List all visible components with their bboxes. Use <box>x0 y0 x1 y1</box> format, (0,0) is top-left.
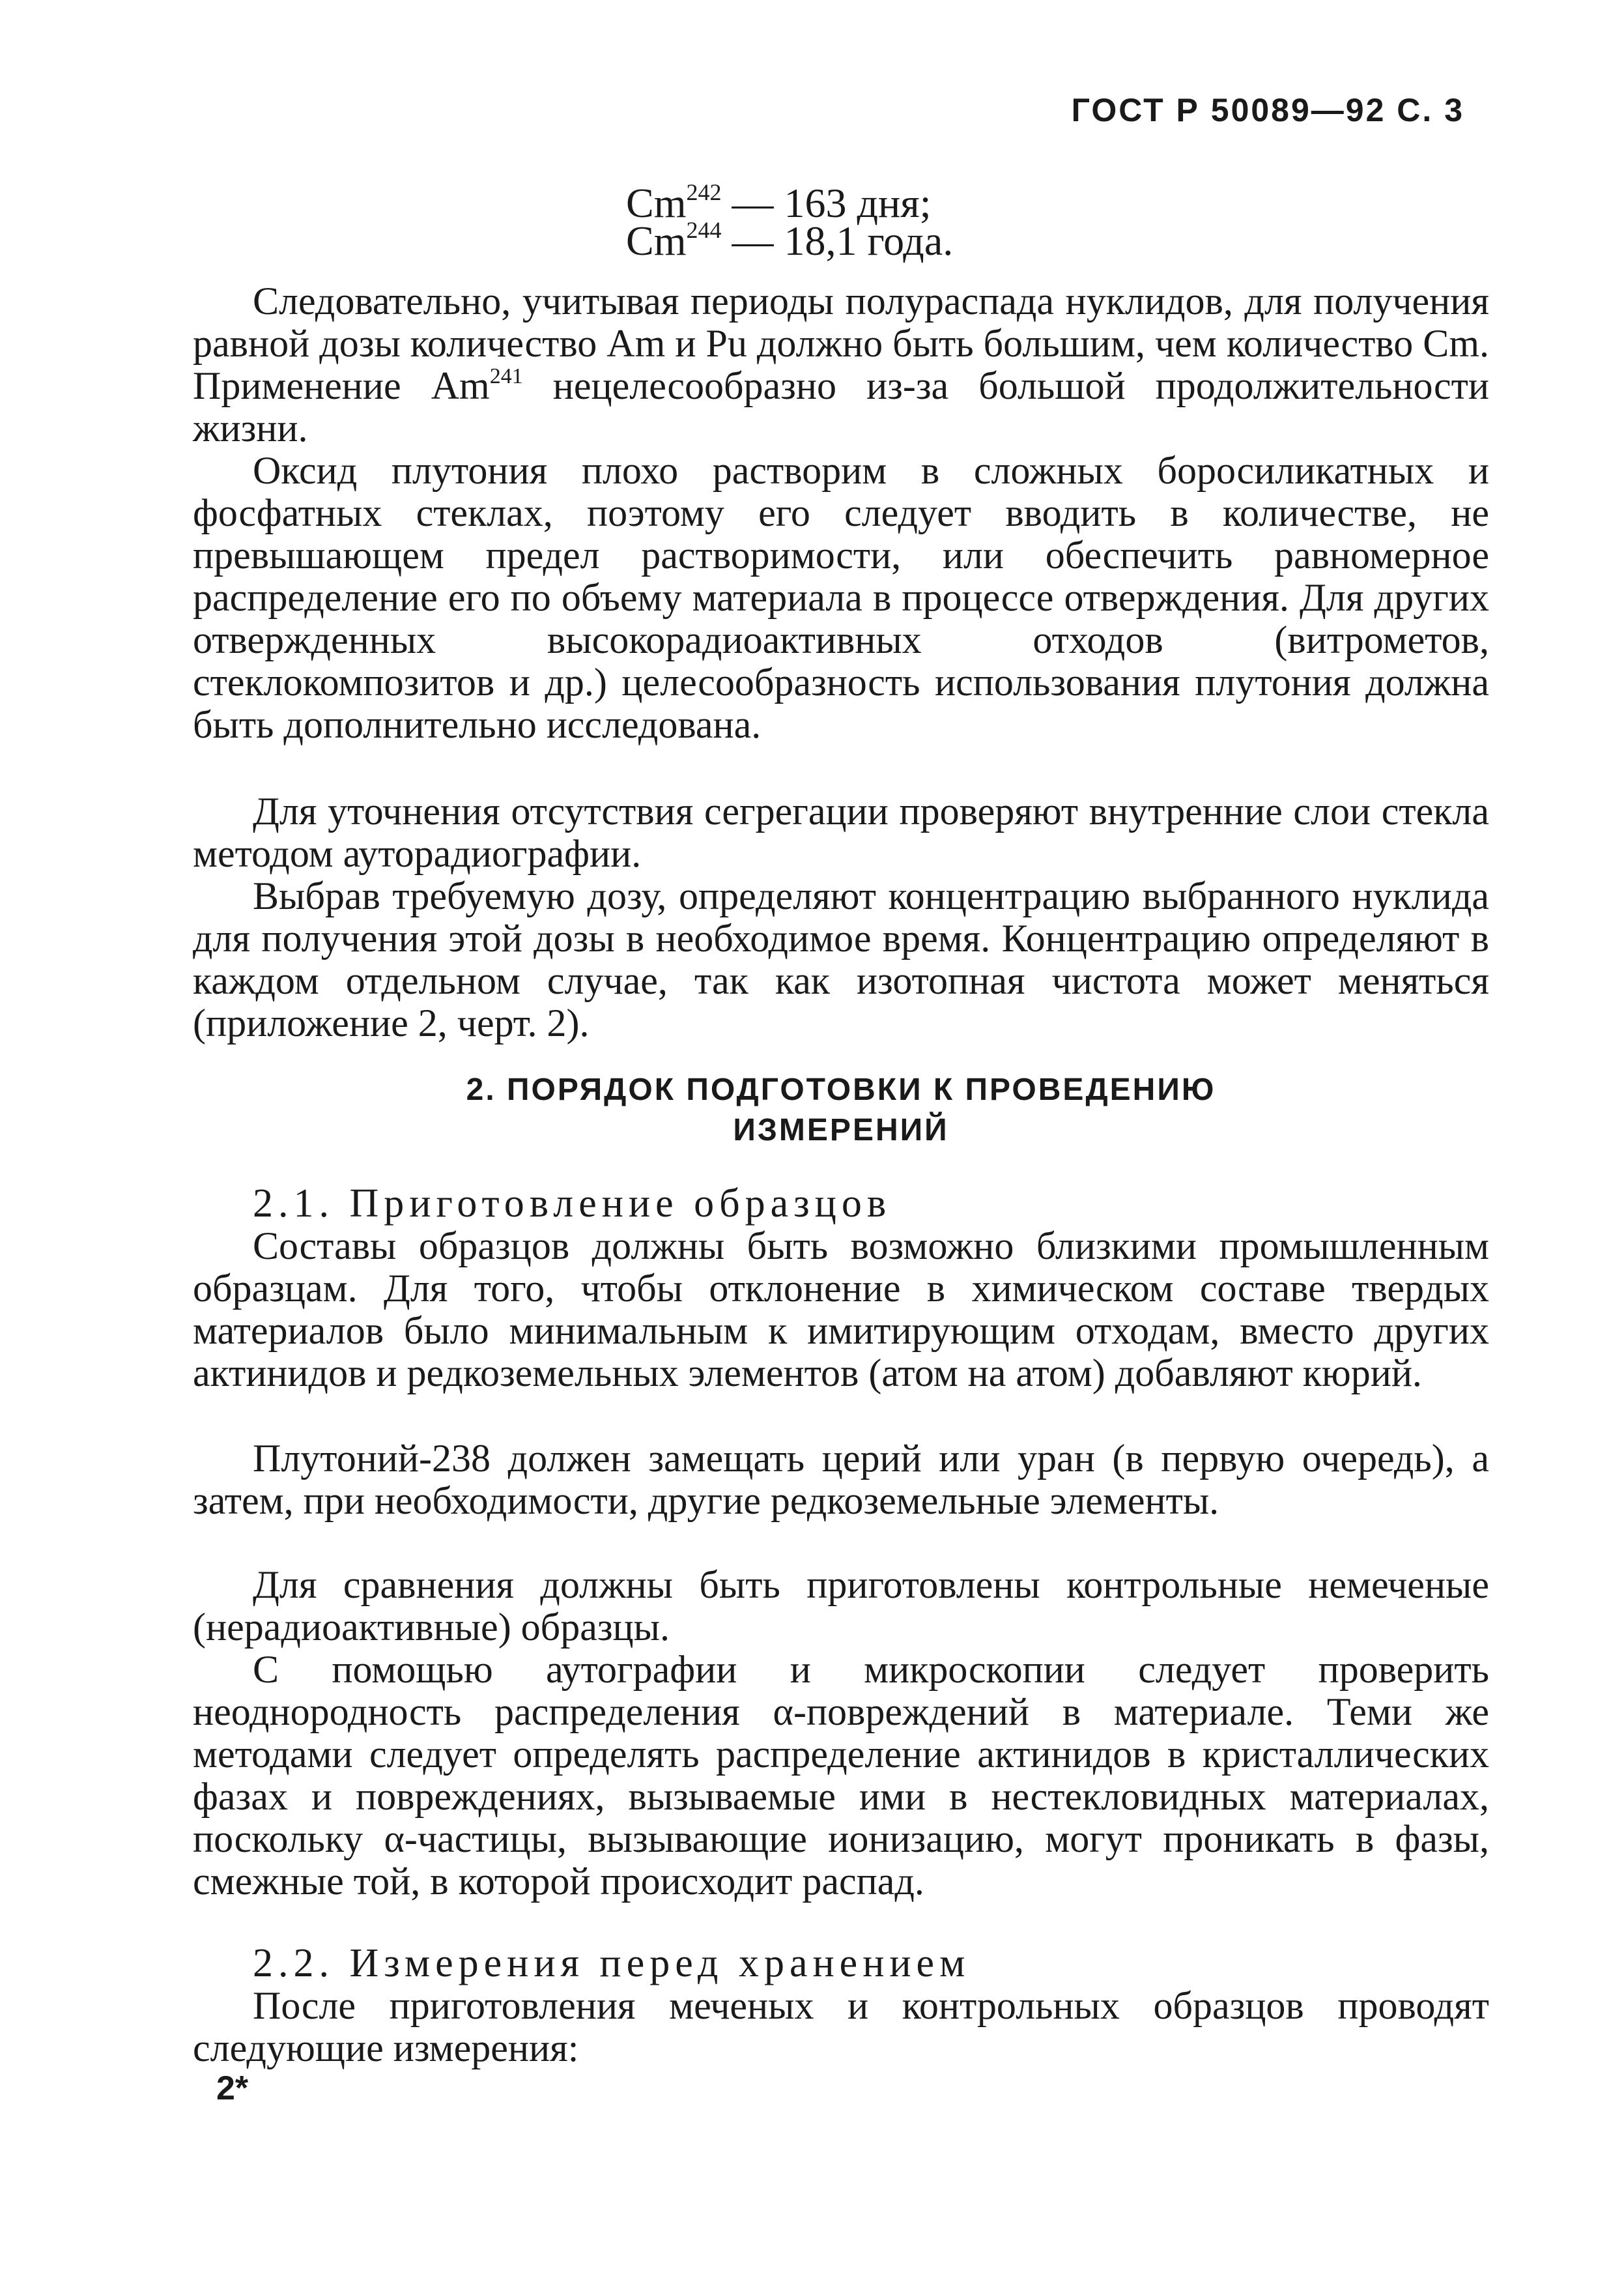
paragraph-control-samples: Для сравнения должны быть приготовлены контрольные немеченые (нерадиоактивные) образцы. <box>193 1563 1489 1649</box>
half-life-formula-cm244 <box>626 217 954 264</box>
paragraph-measurements: После приготовления меченых и контрольных образцов проводят следующие измерения: <box>193 1984 1489 2069</box>
subsection-heading-sample-preparation: 2.1. Приготовление образцов <box>253 1181 892 1226</box>
paragraph-text: нецелесообразно из-за большой продолжительности жизни. <box>193 364 1489 450</box>
paragraph-autography: С помощью аутографии и микроскопии следует проверить неоднородность распределения α-повреждений в материале. Теми же методами следует определять распределение актинидов в кристаллических фазах и повреждениях, вызываемые ими в нестекловидных материалах, поскольку α-частицы, вызывающие ионизацию, могут проникать в фазы, смежные той, в которой происходит распад. <box>193 1648 1489 1903</box>
formula-value: — 163 дня; <box>721 180 932 226</box>
paragraph-plutonium-238: Плутоний-238 должен замещать церий или уран (в первую очередь), а затем, при необходимости, другие редкоземельные элементы. <box>193 1437 1489 1522</box>
formula-mass-number: 244 <box>686 217 722 243</box>
mass-number-sup: 241 <box>489 364 523 388</box>
formula-element: Cm <box>626 180 687 226</box>
formula-value: — 18,1 года. <box>721 218 954 264</box>
paragraph-plutonium-oxide: Оксид плутония плохо растворим в сложных боросиликатных и фосфатных стеклах, поэтому его следует вводить в количестве, не превышающем предел растворимости, или обеспечить равномерное распределение его по объему материала в процессе отверждения. Для других отвержденных высокорадиоактивных отходов (витрометов, стеклокомпозитов и др.) целесообразность использования плутония должна быть дополнительно исследована. <box>193 449 1489 746</box>
section-title-line: 2. ПОРЯДОК ПОДГОТОВКИ К ПРОВЕДЕНИЮ <box>466 1073 1216 1107</box>
section-title-line: ИЗМЕРЕНИЙ <box>733 1113 949 1147</box>
section-title <box>193 1070 1489 1151</box>
formula-element: Cm <box>626 218 687 264</box>
formula-mass-number: 242 <box>686 179 722 205</box>
paragraph-dose-selection: Выбрав требуемую дозу, определяют концентрацию выбранного нуклида для получения этой дозы в необходимое время. Концентрацию определяют в каждом отдельном случае, так как изотопная чистота может меняться (приложение 2, черт. 2). <box>193 874 1489 1045</box>
signature-mark: 2* <box>216 2069 249 2107</box>
paragraph-conclusion <box>193 280 1489 450</box>
paragraph-segregation: Для уточнения отсутствия сегрегации проверяют внутренние слои стекла методом ауторадиографии. <box>193 790 1489 875</box>
page-header: ГОСТ Р 50089—92 С. 3 <box>1071 92 1464 128</box>
paragraph-text: Следовательно, учитывая периоды полураспада нуклидов, для получения равной дозы количество Am и Pu должно быть большим, чем количество Cm. Применение Am <box>193 280 1489 407</box>
subsection-heading-measurements-before-storage: 2.2. Измерения перед хранением <box>253 1941 971 1985</box>
paragraph-sample-composition: Составы образцов должны быть возможно близкими промышленным образцам. Для того, чтобы отклонение в химическом составе твердых материалов было минимальным к имитирующим отходам, вместо других актинидов и редкоземельных элементов (атом на атом) добавляют кюрий. <box>193 1224 1489 1394</box>
